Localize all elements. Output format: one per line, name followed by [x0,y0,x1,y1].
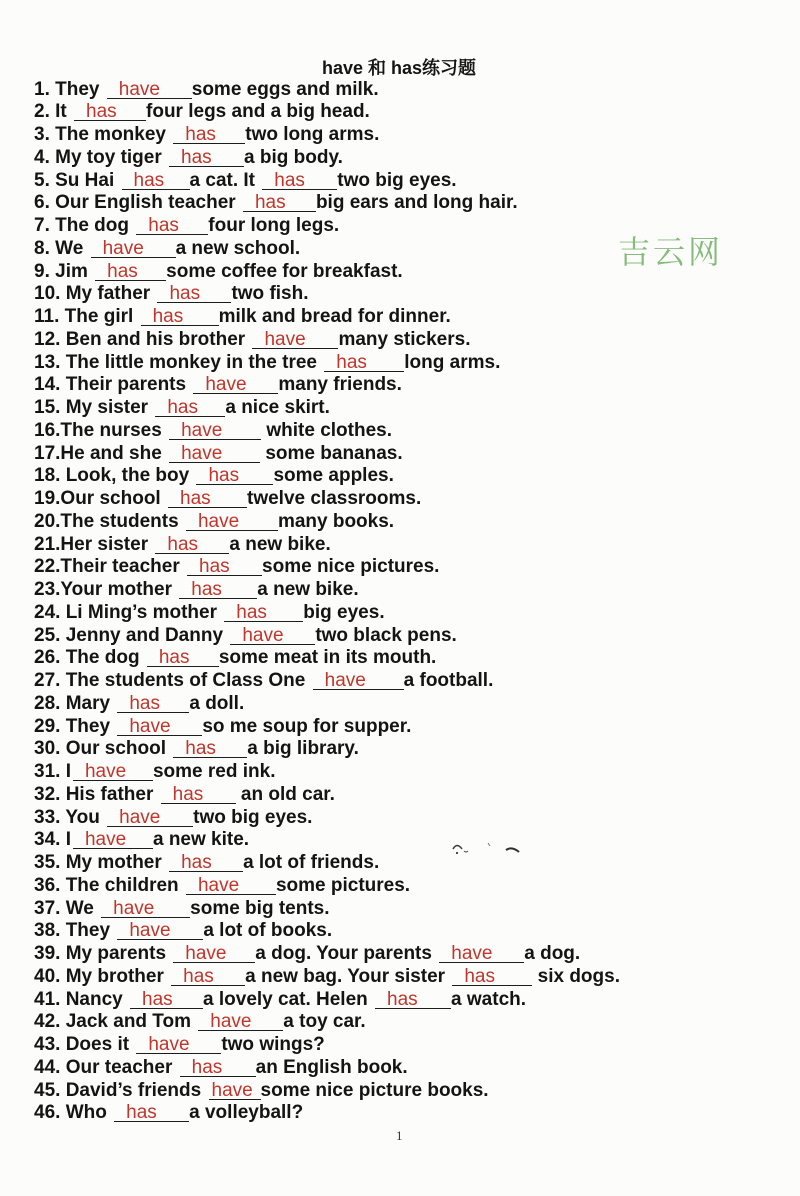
answer-blank [173,739,247,758]
sentence-text: some red ink. [152,761,276,783]
sentence-text: Nancy [65,988,129,1010]
sentence-text: His father [65,783,159,805]
answer-blank [243,193,316,212]
sentence-text: a new bike. [257,579,359,601]
exercise-item [34,374,620,397]
sentence-text: My mother [65,852,168,874]
sentence-text: a nice skirt. [225,397,330,419]
answer-text: have [148,1034,190,1056]
answer-text: has [191,579,222,601]
sentence-text: Jenny and Danny [65,624,229,646]
answer-text: has [274,169,305,191]
answer-blank [198,1012,283,1031]
sentence-text: Does it [65,1034,135,1056]
answer-text: has [191,1056,223,1078]
exercise-item [34,329,620,352]
sentence-text: Our teacher [65,1056,178,1078]
answer-blank [180,1058,256,1077]
item-number: 40. [34,965,66,987]
answer-text: has [464,965,495,987]
answer-blank [187,557,262,576]
sentence-text: an English book. [255,1056,408,1078]
sentence-text: David’s friends [65,1079,207,1101]
answer-text: have [84,761,127,783]
answer-blank [169,148,244,167]
item-number: 30. [34,738,66,760]
sentence-text: Their teacher [60,556,186,578]
exercise-item [34,534,620,557]
sentence-text: twelve classrooms. [247,488,422,510]
exercise-item [34,1011,620,1034]
sentence-text: two black pens. [315,624,457,646]
exercise-item [34,875,620,898]
item-number: 42. [34,1011,66,1033]
answer-blank [136,1035,221,1054]
site-watermark: 吉云网 [618,233,724,271]
answer-blank [169,444,260,463]
sentence-text: a new bike. [229,533,331,555]
sentence-text: some nice pictures. [262,556,440,578]
sentence-text: some nice picture books. [260,1079,489,1101]
exercise-item [34,898,620,921]
answer-text: has [336,351,367,373]
item-number: 44. [34,1056,66,1078]
exercise-item [34,989,620,1012]
exercise-item [34,170,620,193]
sentence-text: The dog [55,215,135,237]
answer-text: have [210,1011,252,1033]
sentence-text: I [65,829,71,851]
item-number: 23. [34,579,61,601]
item-number: 27. [34,670,66,692]
answer-text: has [180,488,211,510]
answer-text: has [142,988,173,1010]
page-number: 1 [396,1128,403,1143]
item-number: 25. [34,624,66,646]
answer-text: has [126,1102,157,1124]
item-number: 33. [34,806,66,828]
answer-text: has [236,601,267,623]
answer-blank [173,944,255,963]
sentence-text: The students of Class One [65,670,311,692]
sentence-text: Mary [65,692,116,714]
sentence-text: The monkey [55,124,172,146]
answer-blank [169,853,243,872]
item-number: 8. [34,237,56,259]
answer-blank [169,421,261,440]
answer-text: have [264,328,306,350]
answer-text: have [129,715,171,737]
sentence-text: a lovely cat. Helen [203,988,374,1010]
answer-blank [155,535,229,554]
exercise-item [34,716,620,739]
exercise-item [34,807,620,830]
answer-text: have [181,442,223,464]
answer-blank [155,398,225,417]
sentence-text: two big eyes. [193,806,313,828]
item-number: 1. [34,78,56,100]
sentence-text: Li Ming’s mother [65,601,223,623]
answer-blank [196,466,273,485]
sentence-text: a new bag. Your sister [245,965,451,987]
answer-text: has [167,533,199,555]
answer-text: has [133,169,165,191]
item-number: 17. [34,442,61,464]
exercise-item [34,852,620,875]
item-number: 13. [34,351,66,373]
exercise-item [34,829,620,852]
answer-blank [117,717,202,736]
answer-text: has [181,852,212,874]
answer-text: have [197,874,240,896]
item-number: 29. [34,715,66,737]
answer-text: has [169,283,201,305]
exercise-item [34,101,620,124]
sentence-text: a lot of books. [203,920,333,942]
sentence-text: The girl [64,306,139,328]
sentence-text: Who [65,1102,113,1124]
sentence-text: They [65,715,116,737]
sentence-text: They [55,78,105,100]
sentence-text: We [55,237,89,259]
answer-text: has [148,215,179,237]
sentence-text: a big library. [247,738,359,760]
sentence-text: Jack and Tom [65,1011,197,1033]
answer-text: has [183,965,214,987]
sentence-text: a cat. It [189,169,261,191]
exercise-item [34,943,620,966]
exercise-item [34,647,620,670]
answer-blank [107,80,192,99]
item-number: 9. [34,260,56,282]
answer-blank [130,990,203,1009]
sentence-text: My father [65,283,156,305]
answer-blank [73,830,153,849]
sentence-text: some pictures. [275,874,411,896]
answer-blank [91,239,176,258]
item-number: 2. [34,101,56,123]
sentence-text: so me soup for supper. [202,715,412,737]
answer-text: has [185,738,216,760]
sentence-text: Ben and his brother [65,328,251,350]
answer-text: have [451,943,493,965]
exercise-item [34,556,620,579]
sentence-text: many stickers. [338,328,471,350]
sentence-text: four legs and a big head. [146,101,370,123]
item-number: 43. [34,1034,66,1056]
answer-text: have [211,1079,253,1101]
sentence-text: a watch. [451,988,527,1010]
answer-text: have [324,670,366,692]
answer-blank [452,967,532,986]
exercise-item [34,443,620,466]
answer-blank [141,307,219,326]
sentence-text: My parents [65,943,172,965]
item-number: 35. [34,852,66,874]
sentence-text: a football. [403,670,494,692]
item-number: 41. [34,988,66,1010]
sentence-text: The students [60,510,184,532]
item-number: 46. [34,1102,66,1124]
item-number: 26. [34,647,66,669]
sentence-text: many books. [277,510,395,532]
sentence-text: some big tents. [190,897,330,919]
answer-text: has [185,124,216,146]
sentence-text: a doll. [189,692,245,714]
sentence-text: a volleyball? [189,1102,304,1124]
answer-text: have [113,897,155,919]
answer-text: have [119,806,161,828]
sentence-text: The dog [65,647,145,669]
sentence-text: white clothes. [261,419,392,441]
sentence-text: Look, the boy [65,465,195,487]
sentence-text: Jim [55,260,94,282]
answer-blank [147,648,219,667]
exercise-item [34,511,620,534]
exercise-item [34,397,620,420]
exercise-item [34,784,620,807]
answer-text: have [129,920,171,942]
sentence-text: My toy tiger [55,146,168,168]
answer-blank [161,785,236,804]
answer-text: has [167,397,198,419]
item-number: 34. [34,829,66,851]
answer-text: has [254,192,286,214]
answer-blank [262,171,337,190]
item-number: 11. [34,306,65,328]
item-number: 7. [34,215,56,237]
answer-text: has [86,101,117,123]
exercise-list [34,79,620,1126]
item-number: 15. [34,397,66,419]
answer-text: have [84,829,127,851]
sentence-text: a toy car. [283,1011,366,1033]
answer-text: have [118,78,160,100]
exercise-item [34,352,620,375]
item-number: 4. [34,146,56,168]
exercise-item [34,261,620,284]
answer-text: have [205,374,247,396]
exercise-item [34,1034,620,1057]
exercise-item [34,124,620,147]
answer-blank [224,603,303,622]
answer-blank [313,671,404,690]
exercise-item [34,238,620,261]
answer-text: has [107,260,138,282]
answer-blank [193,375,278,394]
answer-blank [179,580,257,599]
answer-text: have [242,624,284,646]
item-number: 37. [34,897,66,919]
exercise-item [34,761,620,784]
answer-text: has [199,556,230,578]
sentence-text: Their parents [65,374,192,396]
sentence-text: You [65,806,106,828]
sentence-text: some coffee for breakfast. [166,260,403,282]
item-number: 16. [34,419,61,441]
answer-blank [252,330,338,349]
sentence-text: big ears and long hair. [315,192,518,214]
answer-text: has [387,988,418,1010]
sentence-text: a new kite. [152,829,250,851]
sentence-text: We [65,897,100,919]
answer-blank [439,944,524,963]
sentence-text: some apples. [273,465,394,487]
sentence-text: a new school. [175,237,301,259]
item-number: 45. [34,1079,66,1101]
sentence-text: He and she [60,442,168,464]
sentence-text: The nurses [60,419,168,441]
answer-blank [209,1081,261,1100]
answer-text: has [172,783,204,805]
answer-blank [101,899,190,918]
sentence-text: four long legs. [208,215,340,237]
item-number: 5. [34,169,56,191]
sentence-text: two long arms. [245,124,380,146]
exercise-item [34,215,620,238]
sentence-text: I [65,761,71,783]
exercise-item [34,966,620,989]
answer-text: has [152,306,184,328]
exercise-item [34,306,620,329]
exercise-item [34,465,620,488]
sentence-text: some eggs and milk. [191,78,379,100]
sentence-text: milk and bread for dinner. [218,306,451,328]
exercise-item [34,602,620,625]
item-number: 18. [34,465,66,487]
answer-blank [186,876,276,895]
answer-blank [136,216,208,235]
sentence-text: They [65,920,116,942]
answer-blank [73,762,153,781]
answer-text: has [158,647,190,669]
answer-blank [157,284,231,303]
sentence-text: many friends. [278,374,402,396]
scan-smudge-mark [448,838,528,860]
item-number: 3. [34,124,56,146]
sentence-text: two wings? [221,1034,325,1056]
answer-blank [230,626,315,645]
sentence-text: a lot of friends. [243,852,380,874]
item-number: 39. [34,943,66,965]
exercise-item [34,79,620,102]
sentence-text: some bananas. [260,442,403,464]
sentence-text: Our school [60,488,166,510]
answer-blank [95,262,166,281]
sentence-text: two big eyes. [337,169,457,191]
item-number: 32. [34,783,66,805]
exercise-item [34,920,620,943]
item-number: 21. [34,533,61,555]
exercise-item [34,420,620,443]
answer-blank [107,808,193,827]
sentence-text: a dog. [524,943,581,965]
answer-blank [171,967,245,986]
answer-blank [74,102,146,121]
sentence-text: It [55,101,73,123]
exercise-item [34,625,620,648]
answer-text: has [129,692,160,714]
sentence-text: Our English teacher [55,192,241,214]
answer-text: have [185,943,227,965]
answer-text: have [102,237,144,259]
exercise-item [34,693,620,716]
answer-blank [114,1103,189,1122]
exercise-item [34,670,620,693]
sentence-text: Her sister [60,533,154,555]
answer-blank [324,353,404,372]
item-number: 38. [34,920,66,942]
exercise-item [34,283,620,306]
sentence-text: some meat in its mouth. [218,647,437,669]
answer-text: has [208,465,240,487]
worksheet-title: have 和 has练习题 [322,58,477,78]
item-number: 20. [34,510,61,532]
sentence-text: two fish. [231,283,309,305]
answer-blank [168,489,247,508]
item-number: 6. [34,192,56,214]
answer-blank [117,694,189,713]
exercise-item [34,488,620,511]
item-number: 19. [34,488,61,510]
item-number: 36. [34,874,66,896]
sentence-text: an old car. [235,783,335,805]
exercise-item [34,738,620,761]
sentence-text: The little monkey in the tree [65,351,323,373]
answer-blank [186,512,278,531]
answer-blank [122,171,190,190]
exercise-item [34,147,620,170]
exercise-item [34,192,620,215]
item-number: 10. [34,283,66,305]
sentence-text: big eyes. [303,601,385,623]
answer-text: have [181,419,223,441]
item-number: 31. [34,761,66,783]
sentence-text: The children [65,874,184,896]
answer-text: have [197,510,240,532]
item-number: 28. [34,692,66,714]
sentence-text: Your mother [60,579,178,601]
sentence-text: a big body. [244,146,343,168]
sentence-text: long arms. [404,351,501,373]
sentence-text: a dog. Your parents [255,943,438,965]
answer-blank [375,990,451,1009]
exercise-item [34,1057,620,1080]
exercise-item [34,1080,620,1103]
item-number: 14. [34,374,66,396]
answer-blank [173,125,245,144]
sentence-text: six dogs. [532,965,620,987]
item-number: 12. [34,328,66,350]
answer-text: has [181,146,212,168]
sentence-text: Our school [65,738,172,760]
sentence-text: Su Hai [55,169,120,191]
item-number: 22. [34,556,61,578]
sentence-text: My brother [65,965,170,987]
sentence-text: My sister [65,397,154,419]
exercise-item [34,1102,620,1125]
exercise-item [34,579,620,602]
item-number: 24. [34,601,66,623]
answer-blank [117,921,203,940]
